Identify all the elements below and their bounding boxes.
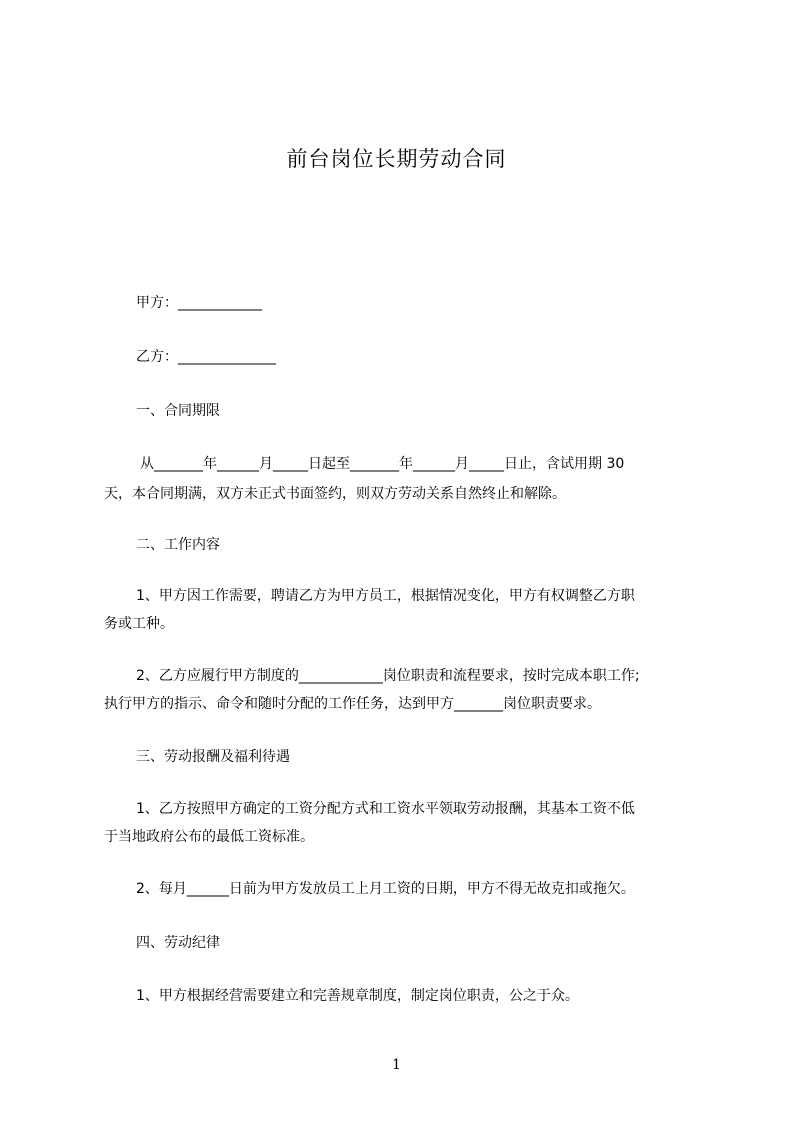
- section-3-paragraph-1-line-2: 于当地政府公布的最低工资标准。: [104, 829, 314, 845]
- section-2-paragraph-1-line-1: 1、甲方因工作需要，聘请乙方为甲方员工，根据情况变化，甲方有权调整乙方职: [136, 588, 635, 604]
- party-b-line: 乙方：______________: [136, 349, 276, 365]
- party-a-line: 甲方：____________: [136, 295, 262, 311]
- section-3-paragraph-1-line-1: 1、乙方按照甲方确定的工资分配方式和工资水平领取劳动报酬，其基本工资不低: [136, 801, 635, 817]
- section-4-paragraph-1: 1、甲方根据经营需要建立和完善规章制度，制定岗位职责，公之于众。: [136, 988, 579, 1004]
- document-title: 前台岗位长期劳动合同: [286, 147, 507, 171]
- section-1-heading: 一、合同期限: [136, 403, 220, 419]
- section-2-paragraph-2-line-2: 执行甲方的指示、命令和随时分配的工作任务，达到甲方_______岗位职责要求。: [104, 696, 601, 712]
- section-3-heading: 三、劳动报酬及福利待遇: [136, 749, 290, 765]
- section-4-heading: 四、劳动纪律: [136, 935, 220, 951]
- page-number: 1: [392, 1057, 401, 1073]
- section-2-heading: 二、工作内容: [136, 537, 220, 553]
- section-2-paragraph-2-line-1: 2、乙方应履行甲方制度的____________岗位职责和流程要求，按时完成本职工作;: [136, 668, 640, 684]
- section-2-paragraph-1-line-2: 务或工种。: [104, 616, 174, 632]
- section-1-paragraph-line-1: 从_______年______月_____日起至_______年______月_____日止，含试用期 30: [140, 456, 625, 472]
- section-1-paragraph-line-2: 天，本合同期满，双方未正式书面签约，则双方劳动关系自然终止和解除。: [104, 486, 566, 502]
- section-3-paragraph-2: 2、每月______日前为甲方发放员工上月工资的日期，甲方不得无故克扣或拖欠。: [136, 881, 635, 897]
